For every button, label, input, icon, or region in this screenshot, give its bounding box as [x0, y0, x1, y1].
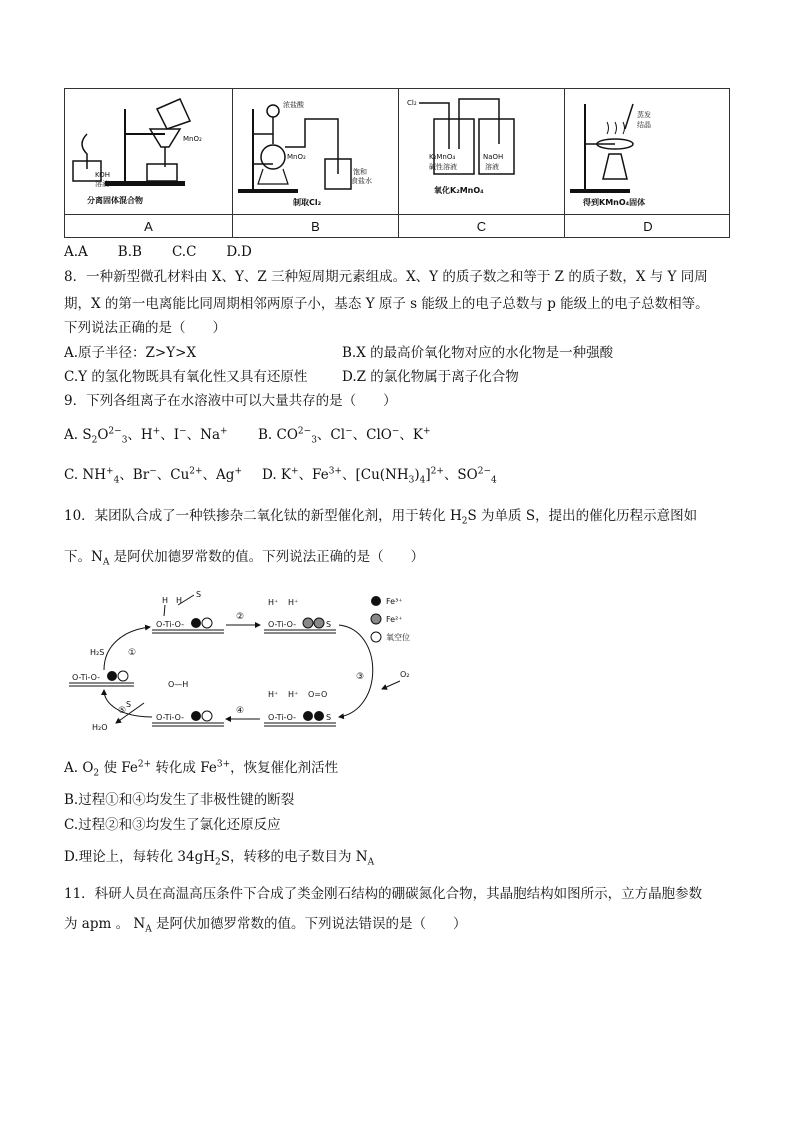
q11-stem-line2: 为 apm 。 $N_A$ 是阿伏加德罗常数的值。下列说法错误的是（ ）	[64, 916, 467, 935]
svg-text:O=O: O=O	[308, 690, 328, 699]
apparatus-c-label-naoh: NaOH	[483, 153, 504, 161]
apparatus-c-letter: C	[476, 219, 487, 234]
apparatus-cell-d	[565, 89, 731, 237]
apparatus-a-drawing	[65, 89, 233, 214]
legend-fe2-label: Fe²⁺	[386, 615, 403, 624]
step-4-label: ④	[236, 706, 245, 716]
q9-option-a[interactable]: A. $S_2O^{2-}_3$、H+、I−、Na+	[64, 426, 228, 446]
apparatus-a-label-mno2: MnO₂	[183, 135, 202, 143]
svg-text:H₂O: H₂O	[92, 723, 108, 732]
svg-text:S: S	[126, 700, 132, 709]
q7-option-d[interactable]: D.D	[226, 244, 252, 260]
apparatus-a-letter: A	[144, 219, 153, 234]
svg-text:O-Ti-O-: O-Ti-O-	[268, 620, 297, 629]
q10-option-d-mid: S，转移的电子数目为 N	[220, 849, 368, 865]
svg-text:O—H: O—H	[168, 680, 189, 689]
q10-option-a-pre: A. O	[64, 760, 94, 776]
apparatus-c-label-alkaline: 碱性溶液	[429, 163, 457, 171]
apparatus-cell-a	[65, 89, 233, 237]
apparatus-b-label-acid: 浓盐酸	[283, 101, 304, 109]
q10-stem-line2-a: 下。	[64, 549, 91, 565]
svg-text:S: S	[326, 713, 332, 722]
q8-option-d[interactable]: D.Z 的氯化物属于离子化合物	[342, 369, 519, 385]
svg-text:H: H	[176, 596, 183, 605]
legend-vacancy-label: 氧空位	[386, 633, 410, 642]
svg-text:O-Ti-O-: O-Ti-O-	[156, 713, 185, 722]
apparatus-a-label-koh: KOH	[95, 171, 110, 179]
apparatus-d-letter: D	[643, 219, 653, 234]
q10-option-a-mid: 使	[103, 760, 117, 776]
apparatus-c-label-cl2: Cl₂	[407, 99, 417, 107]
apparatus-a-caption: 分离固体混合物	[87, 196, 143, 205]
q10-option-d-pre: D.理论上，每转化 34gH	[64, 849, 216, 865]
svg-text:O-Ti-O-: O-Ti-O-	[268, 713, 297, 722]
apparatus-table	[64, 88, 730, 238]
apparatus-c-label-k2mno4: K₂MnO₄	[429, 153, 456, 161]
q10-option-a-post: ，恢复催化剂活性	[230, 760, 339, 776]
svg-text:O₂: O₂	[400, 670, 410, 679]
step-2-label: ②	[236, 612, 245, 622]
q11-stem-line2-a: 为 apm 。	[64, 916, 130, 932]
q7-option-c[interactable]: C.C	[171, 244, 197, 260]
svg-text:H⁺: H⁺	[288, 690, 299, 699]
legend-fe2-marker	[371, 614, 381, 624]
q10-stem-line1: 10．某团队合成了一种铁掺杂二氧化钛的新型催化剂，用于转化 $H_2S$ 为单质 S，提出的催化历程示意图如	[64, 508, 698, 527]
q8-stem-line3: 下列说法正确的是（ ）	[64, 320, 226, 336]
legend-fe3-marker	[371, 596, 381, 606]
q11-stem-line2-b: 是阿伏加德罗常数的值。下列说法错误的是（ ）	[155, 916, 467, 932]
apparatus-b-letter: B	[311, 219, 320, 234]
step-1-label: ①	[128, 648, 137, 658]
q8-option-b[interactable]: B.X 的最高价氧化物对应的水化物是一种强酸	[342, 345, 614, 361]
q9-option-b[interactable]: B. $CO^{2-}_3$、Cl−、ClO−、K+	[258, 426, 431, 446]
step-3-label: ③	[356, 672, 365, 682]
apparatus-b-label-sat: 饱和	[353, 168, 367, 176]
q10-option-a-mid2: 转化成	[155, 760, 196, 776]
q11-stem-line1: 11．科研人员在高温高压条件下合成了类金刚石结构的硼碳氮化合物，其晶胞结构如图所示，立方晶胞参数	[64, 886, 703, 902]
svg-text:H⁺: H⁺	[268, 598, 279, 607]
svg-text:H⁺: H⁺	[268, 690, 279, 699]
svg-text:H: H	[162, 596, 169, 605]
apparatus-d-label-cryst: 结晶	[637, 121, 651, 129]
q7-option-a[interactable]: A.A	[64, 244, 88, 260]
apparatus-d-drawing	[565, 89, 731, 214]
apparatus-cell-b	[233, 89, 399, 237]
apparatus-a-label-solution: 溶液	[95, 180, 109, 188]
apparatus-b-label-brine: 食盐水	[351, 177, 372, 185]
q10-option-d[interactable]: D.理论上，每转化 $34gH_2S$，转移的电子数目为 $N_A$	[64, 849, 375, 868]
apparatus-b-label-mno2: MnO₂	[287, 153, 306, 161]
q7-options	[64, 242, 252, 262]
apparatus-d-caption: 得到KMnO₄固体	[583, 198, 646, 207]
q9-option-d[interactable]: D. K+、$Fe^{3+}$、$[Cu(NH_3)_4]^{2+}$、$SO^{2-}_4$	[262, 466, 497, 486]
svg-text:O-Ti-O-: O-Ti-O-	[72, 673, 101, 682]
q9-stem: 9．下列各组离子在水溶液中可以大量共存的是（ ）	[64, 393, 397, 409]
q9-option-c[interactable]: C. $NH^+_4$、Br−、$Cu^{2+}$、Ag+	[64, 466, 242, 486]
legend-vacancy-marker	[371, 632, 381, 642]
svg-text:S: S	[196, 590, 202, 599]
q10-option-a[interactable]: A. $O_2$ 使 $Fe^{2+}$ 转化成 $Fe^{3+}$，恢复催化剂活性	[64, 759, 339, 779]
q10-stem-line2-b: 是阿伏加德罗常数的值。下列说法正确的是（ ）	[113, 549, 425, 565]
svg-text:H₂S: H₂S	[90, 648, 105, 657]
apparatus-c-label-solution: 溶液	[485, 163, 499, 171]
q8-stem-line2: 期，X 的第一电离能比同周期相邻两原子小，基态 Y 原子 s 能级上的电子总数与 p 能级上的电子总数相等。	[64, 296, 709, 312]
apparatus-b-caption: 制取Cl₂	[293, 198, 322, 207]
apparatus-d-label-evap: 蒸发	[637, 111, 651, 119]
apparatus-cell-c	[399, 89, 565, 237]
svg-text:S: S	[326, 620, 332, 629]
step-5-label: ⑤	[118, 706, 127, 716]
q10-option-b[interactable]: B.过程①和④均发生了非极性键的断裂	[64, 792, 295, 808]
q8-option-c[interactable]: C.Y 的氢化物既具有氧化性又具有还原性	[64, 369, 308, 385]
q10-stem-line1-a: 10．某团队合成了一种铁掺杂二氧化钛的新型催化剂，用于转化	[64, 508, 446, 524]
q10-option-c[interactable]: C.过程②和③均发生了氯化还原反应	[64, 817, 281, 833]
apparatus-c-drawing	[399, 89, 565, 214]
apparatus-c-caption: 氧化K₂MnO₄	[434, 186, 484, 195]
q8-option-a[interactable]: A.原子半径：Z>Y>X	[64, 345, 197, 361]
svg-text:O-Ti-O-: O-Ti-O-	[156, 620, 185, 629]
svg-text:H⁺: H⁺	[288, 598, 299, 607]
legend-fe3-label: Fe³⁺	[386, 597, 403, 606]
catalytic-cycle-diagram	[64, 585, 434, 745]
q10-stem-line1-b: 为单质 S，提出的催化历程示意图如	[481, 508, 698, 524]
apparatus-b-drawing	[233, 89, 399, 214]
q7-option-b[interactable]: B.B	[117, 244, 142, 260]
q8-stem-line1: 8．一种新型微孔材料由 X、Y、Z 三种短周期元素组成。X、Y 的质子数之和等于 Z 的质子数，X 与 Y 同周	[64, 269, 708, 285]
q10-stem-line2: 下。$N_A$ 是阿伏加德罗常数的值。下列说法正确的是（ ）	[64, 549, 425, 568]
